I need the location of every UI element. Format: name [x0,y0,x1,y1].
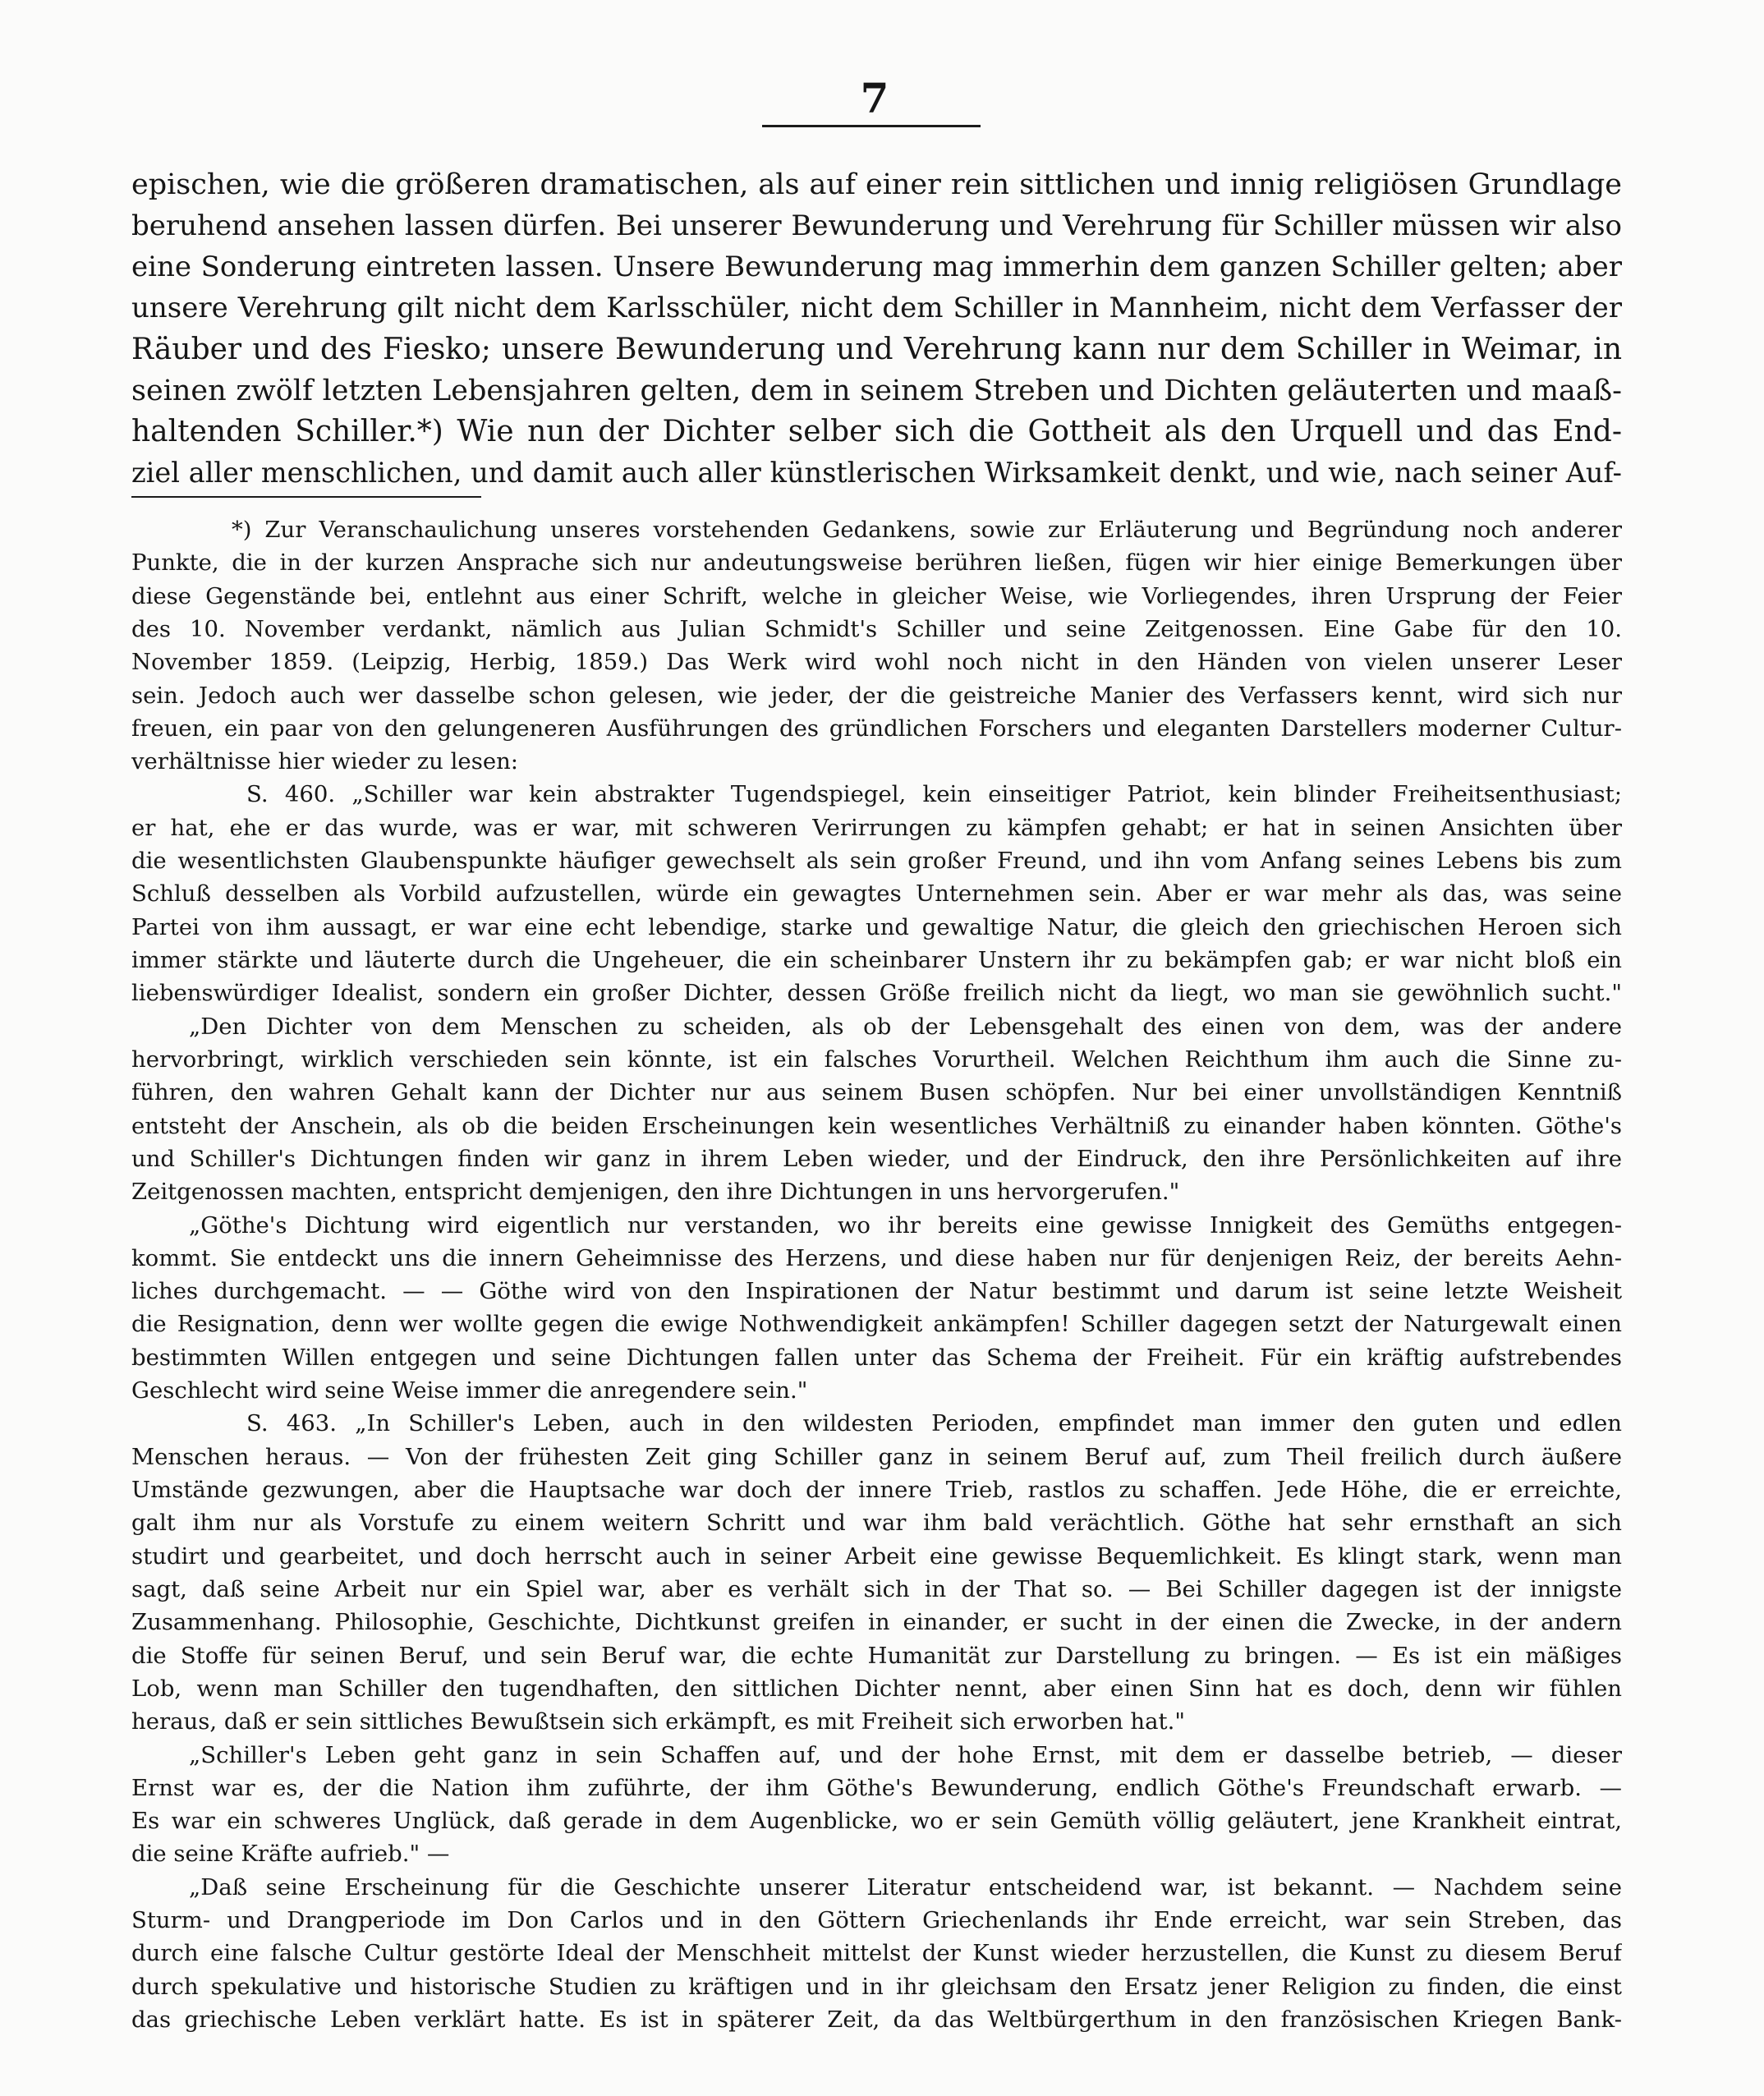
footnote-line: verhältnisse hier wieder zu lesen: [131,748,519,775]
footnote-line: sagt, daß seine Arbeit nur ein Spiel war, aber es verhält sich in der That so. — Bei Schiller dagegen ist der innigste [131,1576,1622,1602]
footnote-line: die Resignation, denn wer wollte gegen die ewige Nothwendigkeit ankämpfen! Schiller dagegen setzt der Naturgewalt einen [131,1311,1622,1337]
footnote-line: das griechische Leben verklärt hatte. Es ist in späterer Zeit, da das Weltbürgerthum in den französischen Kriegen Bank- [131,2006,1622,2033]
footnote-separator [131,496,481,498]
footnote-line: des 10. November verdankt, nämlich aus Julian Schmidt's Schiller und seine Zeitgenossen. Eine Gabe für den 10. [131,616,1622,642]
footnote-line: und Schiller's Dichtungen finden wir ganz in ihrem Leben wieder, und der Eindruck, den ihre Persönlichkeiten auf ihre [131,1146,1622,1172]
page-number-rule [762,125,981,127]
footnote-line: Umstände gezwungen, aber die Hauptsache war doch der innere Trieb, rastlos zu schaffen. Jede Höhe, die er erreichte, [131,1477,1622,1503]
footnote-line: „Göthe's Dichtung wird eigentlich nur verstanden, wo ihr bereits eine gewisse Innigkeit des Gemüths entgegen- [189,1212,1622,1239]
footnote-line: Geschlecht wird seine Weise immer die anregendere sein." [131,1377,808,1404]
footnote-line: immer stärkte und läuterte durch die Ungeheuer, die ein scheinbarer Unstern ihr zu bekämpfen gab; er war nicht bloß ein [131,947,1622,973]
footnote-line: liebenswürdiger Idealist, sondern ein großer Dichter, dessen Größe freilich nicht da liegt, wo man sie gewöhnlich sucht." [131,980,1622,1006]
body-line: beruhend ansehen lassen dürfen. Bei unserer Bewunderung und Verehrung für Schiller müssen wir also [131,209,1622,242]
footnote-line: diese Gegenstände bei, entlehnt aus einer Schrift, welche in gleicher Weise, wie Vorliegendes, ihren Ursprung der Feier [131,583,1622,609]
footnote-line: Schluß desselben als Vorbild aufzustellen, würde ein gewagtes Unternehmen sein. Aber er war mehr als das, was seine [131,880,1622,907]
footnote-line: bestimmten Willen entgegen und seine Dichtungen fallen unter das Schema der Freiheit. Für ein kräftig aufstrebendes [131,1344,1622,1371]
footnote-line: Punkte, die in der kurzen Ansprache sich nur andeutungsweise berühren ließen, fügen wir hier einige Bemerkungen über [131,549,1622,576]
body-line: haltenden Schiller.*) Wie nun der Dichter selber sich die Gottheit als den Urquell und das End- [131,415,1622,448]
footnote-line: hervorbringt, wirklich verschieden sein könnte, ist ein falsches Vorurtheil. Welchen Reichthum ihm auch die Sinne zu- [131,1046,1622,1073]
footnote-line: entsteht der Anschein, als ob die beiden Erscheinungen kein wesentliches Verhältniß zu einander haben könnten. Göthe's [131,1113,1622,1139]
footnote-line: Zusammenhang. Philosophie, Geschichte, Dichtkunst greifen in einander, er sucht in der einen die Zwecke, in der andern [131,1609,1622,1635]
footnote-line: die Stoffe für seinen Beruf, und sein Beruf war, die echte Humanität zur Darstellung zu bringen. — Es ist ein mäßiges [131,1643,1622,1669]
footnote-line: S. 463. „In Schiller's Leben, auch in den wildesten Perioden, empfindet man immer den guten und edlen [246,1410,1622,1436]
footnote-line: *) Zur Veranschaulichung unseres vorstehenden Gedankens, sowie zur Erläuterung und Begründung noch anderer [232,517,1622,543]
footnote-line: er hat, ehe er das wurde, was er war, mit schweren Verirrungen zu kämpfen gehabt; er hat in seinen Ansichten über [131,815,1622,841]
footnote-line: Es war ein schweres Unglück, daß gerade in dem Augenblicke, wo er sein Gemüth völlig geläutert, jene Krankheit eintrat, [131,1808,1622,1834]
footnote-line: sein. Jedoch auch wer dasselbe schon gelesen, wie jeder, der die geistreiche Manier des Verfassers kennt, wird sich nur [131,683,1622,709]
footnote-line: Menschen heraus. — Von der frühesten Zeit ging Schiller ganz in seinem Beruf auf, zum Theil freilich durch äußere [131,1444,1622,1470]
footnote-line: „Schiller's Leben geht ganz in sein Schaffen auf, und der hohe Ernst, mit dem er dasselbe betrieb, — dieser [189,1742,1622,1768]
footnote-line: Lob, wenn man Schiller den tugendhaften, den sittlichen Dichter nennt, aber einen Sinn hat es doch, denn wir fühlen [131,1675,1622,1702]
footnote-line: die seine Kräfte aufrieb." — [131,1841,450,1867]
footnote-line: die wesentlichsten Glaubenspunkte häufiger gewechselt als sein großer Freund, und ihn vom Anfang seines Lebens bis zum [131,848,1622,874]
footnote-line: Sturm- und Drangperiode im Don Carlos und in den Göttern Griechenlands ihr Ende erreicht, war sein Streben, das [131,1907,1622,1933]
footnote-line: S. 460. „Schiller war kein abstrakter Tugendspiegel, kein einseitiger Patriot, kein blinder Freiheitsenthusiast; [246,781,1622,807]
footnote-line: führen, den wahren Gehalt kann der Dichter nur aus seinem Busen schöpfen. Nur bei einer unvollständigen Kenntniß [131,1079,1622,1105]
footnote-line: durch eine falsche Cultur gestörte Ideal der Menschheit mittelst der Kunst wieder herzustellen, die Kunst zu diesem Beruf [131,1940,1622,1966]
body-line: eine Sonderung eintreten lassen. Unsere Bewunderung mag immerhin dem ganzen Schiller gelten; aber [131,251,1622,283]
footnote-line: freuen, ein paar von den gelungeneren Ausführungen des gründlichen Forschers und eleganten Darstellers moderner Cultur- [131,715,1622,742]
body-line: Räuber und des Fiesko; unsere Bewunderung und Verehrung kann nur dem Schiller in Weimar, in [131,333,1622,366]
footnote-line: studirt und gearbeitet, und doch herrscht auch in seiner Arbeit eine gewisse Bequemlichkeit. Es klingt stark, wenn man [131,1543,1622,1570]
page-number: 7 [860,74,889,122]
body-line: ziel aller menschlichen, und damit auch aller künstlerischen Wirksamkeit denkt, und wie, nach seiner Auf- [131,457,1622,489]
footnote-line: Partei von ihm aussagt, er war eine echt lebendige, starke und gewaltige Natur, die gleich den griechischen Heroen sich [131,914,1622,940]
body-line: unsere Verehrung gilt nicht dem Karlsschüler, nicht dem Schiller in Mannheim, nicht dem Verfasser der [131,292,1622,324]
footnote-line: November 1859. (Leipzig, Herbig, 1859.) Das Werk wird wohl noch nicht in den Händen von vielen unserer Leser [131,649,1622,675]
body-line: seinen zwölf letzten Lebensjahren gelten, dem in seinem Streben und Dichten geläuterten und maaß- [131,375,1622,407]
footnote-line: liches durchgemacht. — — Göthe wird von den Inspirationen der Natur bestimmt und darum ist seine letzte Weisheit [131,1278,1622,1304]
footnote-line: „Daß seine Erscheinung für die Geschichte unserer Literatur entscheidend war, ist bekannt. — Nachdem seine [189,1874,1622,1901]
footnote-line: kommt. Sie entdeckt uns die innern Geheimnisse des Herzens, und diese haben nur für denjenigen Reiz, der bereits Aehn- [131,1245,1622,1271]
body-line: epischen, wie die größeren dramatischen, als auf einer rein sittlichen und innig religiösen Grundlage [131,168,1622,201]
footnote-line: heraus, daß er sein sittliches Bewußtsein sich erkämpft, es mit Freiheit sich erworben hat." [131,1708,1185,1735]
footnote-line: Ernst war es, der die Nation ihm zuführte, der ihm Göthe's Bewunderung, endlich Göthe's Freundschaft erwarb. — [131,1775,1622,1801]
footnote-line: Zeitgenossen machten, entspricht demjenigen, den ihre Dichtungen in uns hervorgerufen." [131,1179,1180,1205]
footnote-line: galt ihm nur als Vorstufe zu einem weitern Schritt und war ihm bald verächtlich. Göthe hat sehr ernsthaft an sich [131,1510,1622,1536]
footnote-line: durch spekulative und historische Studien zu kräftigen und in ihr gleichsam den Ersatz jener Religion zu finden, die einst [131,1974,1622,2000]
footnote-line: „Den Dichter von dem Menschen zu scheiden, als ob der Lebensgehalt des einen von dem, was der andere [189,1014,1622,1040]
